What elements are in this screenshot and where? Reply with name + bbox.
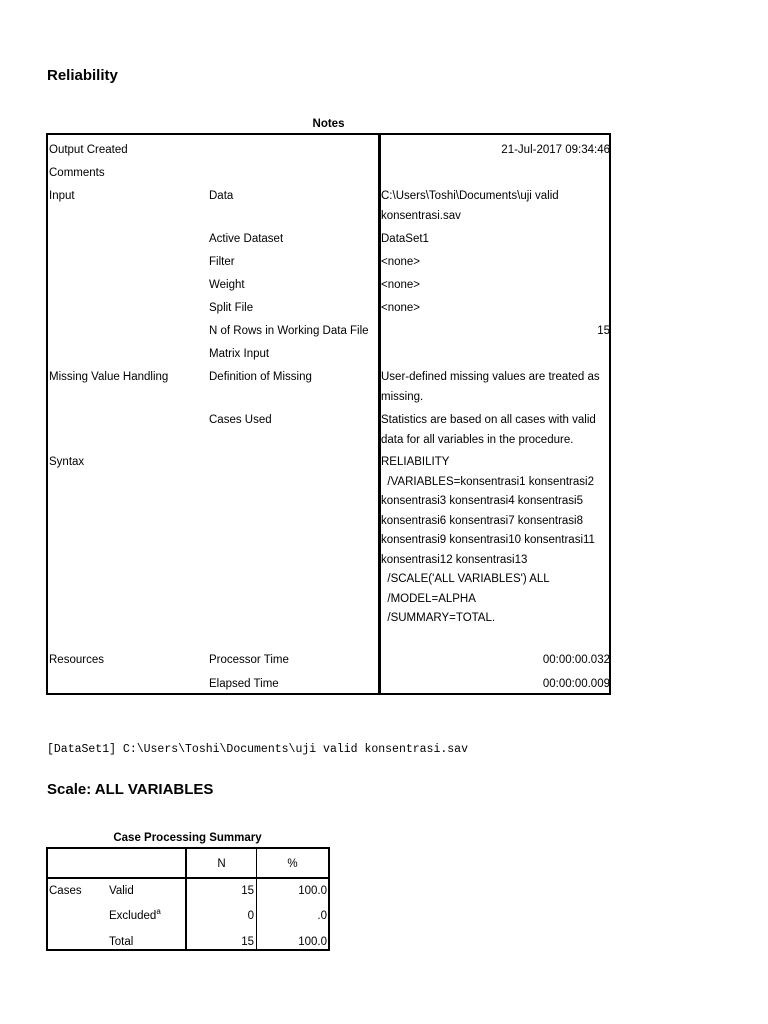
syntax-line: konsentrasi3 konsentrasi4 konsentrasi5 (381, 495, 584, 507)
processor-time-label: Processor Time (209, 654, 289, 666)
row-label-total: Total (109, 936, 134, 948)
footnote-marker: a (156, 907, 161, 917)
resources-label: Resources (49, 654, 104, 666)
syntax-line: konsentrasi9 konsentrasi10 konsentrasi11 (381, 534, 595, 546)
filter-value: <none> (381, 256, 421, 268)
processor-time-value: 00:00:00.032 (542, 654, 610, 666)
syntax-line: konsentrasi12 konsentrasi13 (381, 553, 528, 566)
split-file-label: Split File (209, 302, 254, 314)
active-dataset-value: DataSet1 (381, 233, 429, 245)
syntax-line: /MODEL=ALPHA (381, 592, 476, 605)
split-file-value: <none> (381, 302, 421, 314)
reliability-heading: Reliability (47, 67, 118, 84)
syntax-line: /SUMMARY=TOTAL. (381, 612, 496, 624)
active-dataset-label: Active Dataset (209, 233, 284, 245)
syntax-label: Syntax (49, 456, 85, 468)
excluded-percent: .0 (317, 910, 327, 922)
definition-of-missing-label: Definition of Missing (209, 371, 312, 383)
syntax-line: /VARIABLES=konsentrasi1 konsentrasi2 (381, 475, 594, 488)
dataset-log-line: [DataSet1] C:\Users\Toshi\Documents\uji valid konsentrasi.sav (47, 743, 468, 756)
data-value: C:\Users\Toshi\Documents\uji valid konsentrasi.sav (381, 190, 559, 222)
input-label: Input (49, 190, 75, 202)
weight-label: Weight (209, 279, 245, 291)
matrix-input-label: Matrix Input (209, 348, 270, 360)
comments-label: Comments (49, 167, 105, 179)
output-created-label: Output Created (49, 144, 128, 156)
notes-table (46, 133, 611, 695)
cases-used-label: Cases Used (209, 414, 272, 426)
excluded-text: Excluded (109, 910, 157, 922)
elapsed-time-label: Elapsed Time (209, 678, 279, 690)
case-processing-title: Case Processing Summary (113, 832, 262, 844)
output-created-value: 21-Jul-2017 09:34:46 (501, 144, 610, 156)
data-label: Data (209, 190, 234, 202)
header-divider (48, 877, 328, 879)
filter-label: Filter (209, 256, 235, 268)
total-percent: 100.0 (298, 936, 327, 948)
n-rows-label: N of Rows in Working Data File (209, 325, 369, 337)
weight-value: <none> (381, 279, 421, 291)
syntax-line: RELIABILITY (381, 456, 450, 468)
row-label-valid: Valid (109, 885, 134, 897)
notes-table-title: Notes (312, 118, 345, 130)
total-n: 15 (241, 936, 254, 948)
valid-percent: 100.0 (298, 885, 327, 897)
elapsed-time-value: 00:00:00.009 (542, 678, 610, 690)
scale-heading: Scale: ALL VARIABLES (47, 781, 214, 798)
column-header-n: N (217, 858, 226, 870)
missing-value-handling-label: Missing Value Handling (49, 371, 169, 383)
valid-n: 15 (241, 885, 254, 897)
row-label-excluded (109, 907, 161, 925)
syntax-line: /SCALE('ALL VARIABLES') ALL (381, 573, 550, 585)
definition-of-missing-value: User-defined missing values are treated as missing. (381, 371, 600, 403)
column-header-percent: % (287, 858, 298, 870)
cases-group-label: Cases (49, 885, 82, 897)
n-rows-value: 15 (597, 325, 610, 337)
syntax-line: konsentrasi6 konsentrasi7 konsentrasi8 (381, 514, 584, 527)
cases-used-value: Statistics are based on all cases with valid data for all variables in the procedure. (381, 414, 596, 446)
excluded-n: 0 (247, 910, 254, 922)
case-processing-table (46, 847, 330, 951)
